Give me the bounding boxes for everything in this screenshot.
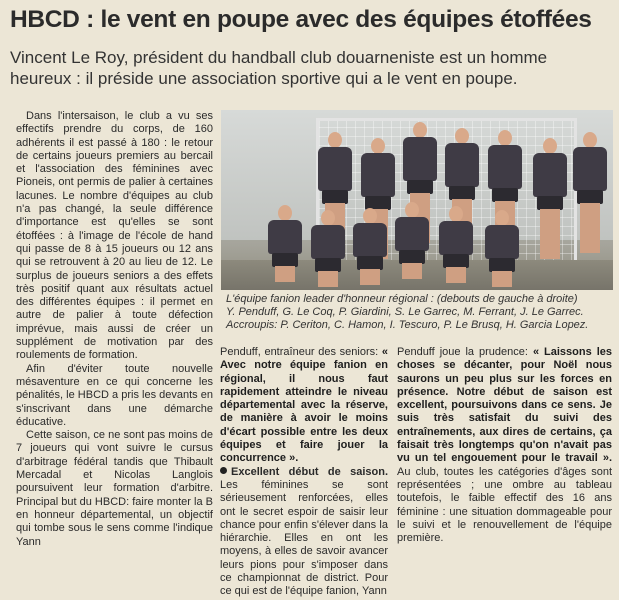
lead-line-1: Vincent Le Roy, président du handball club douarneniste est un homme [10,48,548,67]
column-3-intro: Penduff joue la prudence: [397,346,528,358]
column-3-quote: « Laissons les choses se décanter, pour Noël nous saurons un peu plus sur les forces en présence. Notre début de saison est excellent, poursuivons dans ce sens. Je suis très satisfait du suivi des entraînements, aux dires de certains, ça faisait très longtemps qu'on n'avait pas vu un tel engouement pour le travail ». [397,346,612,465]
photo-caption-line-1: L'équipe fanion leader d'honneur régional : (debouts de gauche à droite) [226,293,578,305]
photo-caption [226,293,614,333]
column-3-paragraph-1 [397,346,612,545]
photo-caption-line-2: Y. Penduff, G. Le Coq, P. Giardini, S. Le Garrec, M. Ferrant, J. Le Garrec. [226,306,584,319]
column-1-paragraph-1: Dans l'intersaison, le club a vu ses effectifs prendre du corps, de 160 adhérents il est passé à 180 : le retour de certains joueurs premiers au bercail et l'association des féminines avec Pioneis, ont permis de palier à certaines lacunes. Le nombre d'équipes au club n'a pas changé, la seule différence d'importance est qu'elles se sont étoffées : à l'image de l'école de hand qui passe de 8 à 15 joueurs ou 12 ans qui se retrouvent à 20 au lieu de 12. Le surplus de joueurs seniors a des effets très positif quant aux résultats actuel des différentes équipes : il permet en autre de palier à toute défection imprévue, mais aussi de créer un supplément de motivation par des roulements de formation. [16,110,213,362]
column-2 [220,346,388,599]
column-1-paragraph-3: Cette saison, ce ne sont pas moins de 7 joueurs qui vont suivre le cursus d'arbitrage fédéral tandis que Thibault Mercadal et Nicolas Langlois poursuivent leur formation d'arbitre. Principal but du HBCD: faire monter la B en honneur départemental, un objectif qui tombe sous le sens comme l'indique Yann [16,429,213,548]
column-3-body: Au club, toutes les catégories d'âges sont représentées ; une ombre au tableau toutefois, le faible effectif des 16 ans féminine : une situation dommageable pour le suivi et le renouvellement de l'équipe première. [397,465,612,545]
headline: HBCD : le vent en poupe avec des équipes étoffées [10,6,592,33]
column-3 [397,346,612,545]
lead-paragraph [10,47,610,89]
column-2-body: Les féminines se sont sérieusement renforcées, elles ont le secret espoir de saisir leur chance pour enfin s'élever dans la hiérarchie. Elles en ont les moyens, à elles de savoir avancer leurs pions pour s'imposer dans ce championnat de district. Pour ce qui est de l'équipe fanion, Yann [220,478,388,598]
column-1-paragraph-2: Afin d'éviter toute nouvelle mésaventure en ce qui concerne les pénalités, le HBCD a pris les devants en s'inscrivant dans une démarche éducative. [16,362,213,428]
photo-caption-line-3: Accroupis: P. Ceriton, C. Hamon, I. Tescuro, P. Le Brusq, H. Garcia Lopez. [226,319,589,332]
column-2-subhead: Excellent début de saison. [231,465,388,478]
team-photo [221,110,613,290]
column-2-paragraph-1 [220,346,388,466]
column-2-quote: « Avec notre équipe fanion en régional, il nous faut rapidement atteindre le niveau départemental avec la réserve, de manière à avoir le moins d'écart possible entre les deux équipes et faire jouer la concurrence ». [220,346,389,465]
lead-line-2: heureux : il préside une association sportive qui a le vent en poupe. [10,69,518,88]
column-1 [16,110,213,549]
column-2-intro: Penduff, entraîneur des seniors: [220,346,379,358]
bullet-icon [220,467,227,474]
column-2-paragraph-2 [220,466,388,599]
